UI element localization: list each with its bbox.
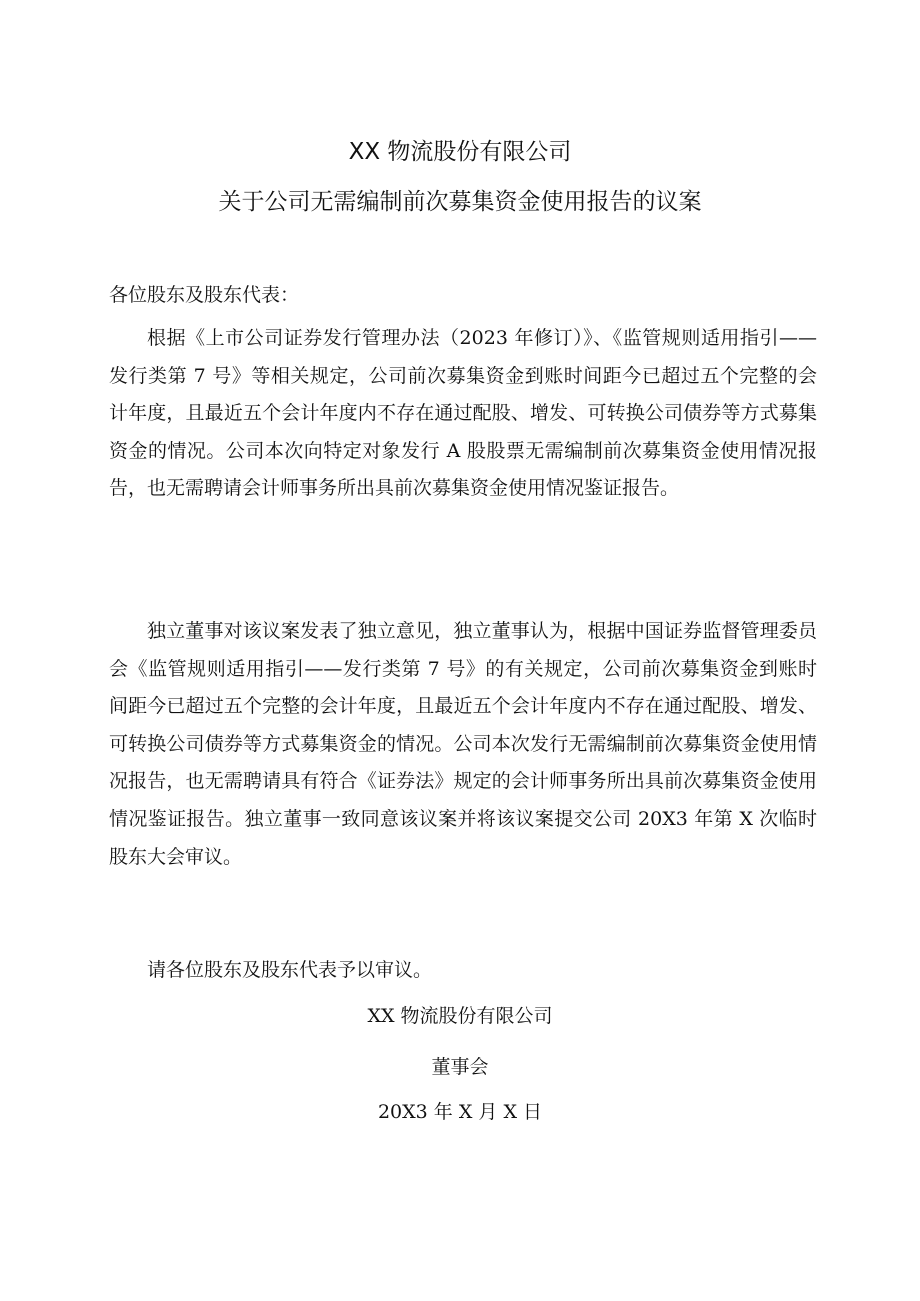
paragraph-independent-directors-opinion: 独立董事对该议案发表了独立意见，独立董事认为，根据中国证券监督管理委员会《监管规则适用指引——发行类第 7 号》的有关规定，公司前次募集资金到账时间距今已超过五个完整的会计年度，且最近五个会计年度内不存在通过配股、增发、可转换公司债券等方式募集资金的情况。公司本次发行无需编制前次募集资金使用情况报告，也无需聘请具有符合《证券法》规定的会计师事务所出具前次募集资金使用情况鉴证报告。独立董事一致同意该议案并将该议案提交公司 20X3 年第 X 次临时股东大会审议。 [109,620,817,868]
document-title [0,128,920,226]
signature-company: XX 物流股份有限公司 [367,1005,553,1027]
title-company: XX 物流股份有限公司 [348,139,572,165]
paragraph-regulation-basis: 根据《上市公司证券发行管理办法（2023 年修订）》、《监管规则适用指引——发行类第 7 号》等相关规定，公司前次募集资金到账时间距今已超过五个完整的会计年度，且最近五个会计年度内不存在通过配股、增发、可转换公司债券等方式募集资金的情况。公司本次向特定对象发行 A 股股票无需编制前次募集资金使用情况报告，也无需聘请会计师事务所出具前次募集资金使用情况鉴证报告。 [109,327,817,500]
salutation: 各位股东及股东代表： [109,284,300,306]
signature-date: 20X3 年 X 月 X 日 [377,1101,543,1123]
signature-board: 董事会 [431,1056,489,1078]
paragraph-request-review: 请各位股东及股东代表予以审议。 [147,959,433,981]
title-subject: 关于公司无需编制前次募集资金使用报告的议案 [218,189,702,215]
